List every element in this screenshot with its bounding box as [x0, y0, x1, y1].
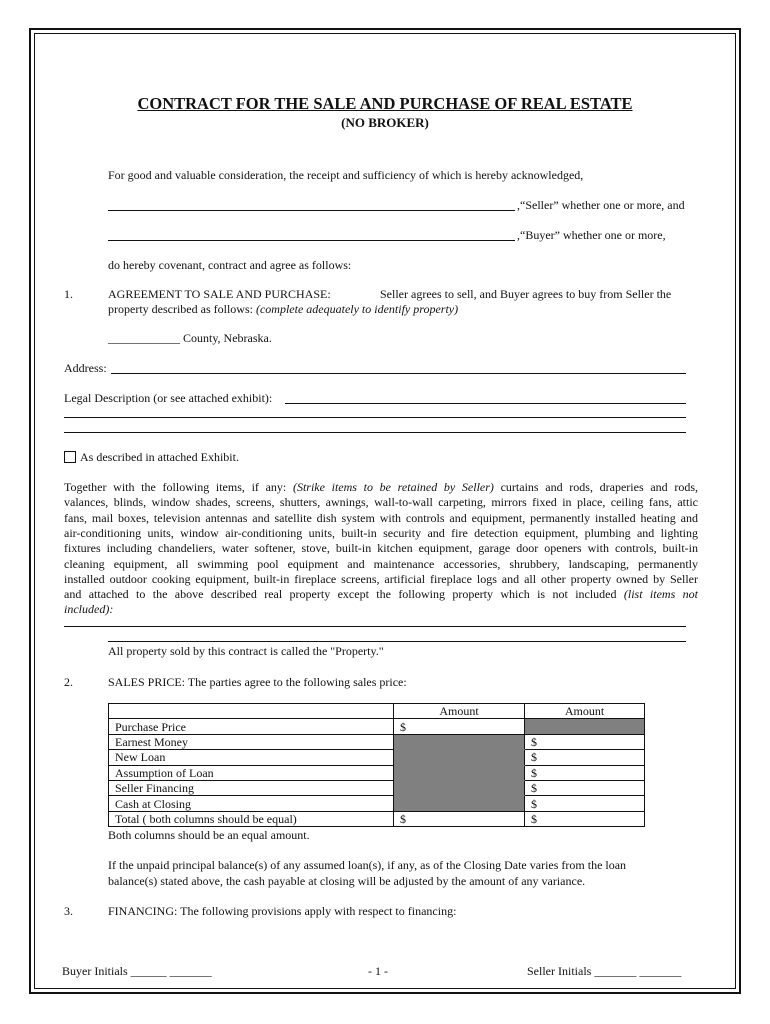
- header-cell-amount-2: Amount: [525, 704, 645, 719]
- shaded-cell: [394, 750, 525, 765]
- section1-line2-italic: (complete adequately to identify property): [255, 302, 459, 316]
- seller-initials: Seller Initials _______ _______: [527, 964, 682, 978]
- buyer-name-field[interactable]: [108, 240, 515, 241]
- table-row: [109, 750, 645, 765]
- items-line: [64, 587, 698, 602]
- property-note: All property sold by this contract is called the "Property.": [108, 644, 384, 658]
- items-italic-text: (list items not: [623, 587, 698, 602]
- table-row: [109, 780, 645, 795]
- shaded-cell: [394, 780, 525, 795]
- legal-description-line-2[interactable]: [64, 417, 686, 418]
- items-line: [64, 557, 698, 572]
- shaded-cell: [394, 734, 525, 749]
- excluded-items-line-2[interactable]: [108, 641, 686, 642]
- table-row: [109, 796, 645, 811]
- section2-number: 2.: [64, 675, 73, 689]
- items-line: [64, 495, 698, 510]
- row-label: Cash at Closing: [109, 796, 394, 811]
- section1-heading: AGREEMENT TO SALE AND PURCHASE:: [108, 287, 331, 301]
- address-field[interactable]: [111, 373, 686, 374]
- exhibit-label: As described in attached Exhibit.: [80, 450, 239, 464]
- seller-suffix: ,“Seller” whether one or more, and: [517, 198, 685, 212]
- amount-cell[interactable]: $: [525, 765, 645, 780]
- document-subtitle: (NO BROKER): [341, 115, 429, 130]
- section1-number: 1.: [64, 287, 73, 301]
- section1-line2-text: property described as follows:: [108, 302, 256, 316]
- items-last-line: [64, 602, 113, 617]
- items-text: air-conditioning units, window air-conditioning units, built-in security and fire detection equipment, plumbing and lighting: [64, 525, 698, 540]
- amount-cell[interactable]: $: [525, 780, 645, 795]
- sales-price-table: [108, 703, 645, 827]
- section1-text: Seller agrees to sell, and Buyer agrees to buy from Seller the: [380, 287, 672, 301]
- items-text: fixtures including chandeliers, water softener, stove, built-in kitchen equipment, garage door openers with controls, built-in: [64, 541, 698, 556]
- header-cell-blank: [109, 704, 394, 719]
- items-text: cleaning equipment, all swimming pool equipment and maintenance accessories, shrubbery, landscaping, permanently: [64, 556, 698, 571]
- amount-cell[interactable]: $: [525, 734, 645, 749]
- items-line: [64, 511, 698, 526]
- buyer-initials: Buyer Initials ______ _______: [62, 964, 212, 978]
- row-label: Seller Financing: [109, 780, 394, 795]
- page-number: - 1 -: [368, 964, 388, 978]
- header-cell-amount-1: Amount: [394, 704, 525, 719]
- row-label: Earnest Money: [109, 734, 394, 749]
- equal-note: Both columns should be an equal amount.: [108, 828, 310, 842]
- table-header-row: [109, 704, 645, 719]
- shaded-cell: [525, 719, 645, 734]
- amount-cell[interactable]: $: [394, 719, 525, 734]
- items-text: installed outdoor cooking equipment, built-in fireplace screens, artificial fireplace logs and all other property owned by Seller: [64, 571, 698, 586]
- items-text: valances, blinds, window shades, screens, shutters, awnings, wall-to-wall carpeting, mirrors fixed in place, ceiling fans, attic: [64, 495, 698, 510]
- items-text: Together with the following items, if any:: [64, 480, 293, 494]
- items-text: and attached to the above described real property except the following property which is not included: [64, 587, 624, 602]
- county-line: ____________ County, Nebraska.: [108, 331, 272, 345]
- section3-heading: FINANCING: The following provisions apply with respect to financing:: [108, 904, 457, 918]
- amount-cell[interactable]: $: [394, 811, 525, 826]
- items-text: curtains and rods, draperies and rods,: [493, 480, 698, 494]
- items-text: fans, mail boxes, television antennas and satellite dish system with controls and equipment, permanently installed heating and: [64, 510, 698, 525]
- items-italic-text: (Strike items to be retained by Seller): [292, 480, 494, 494]
- buyer-suffix: ,“Buyer” whether one or more,: [517, 228, 666, 242]
- legal-description-line-3[interactable]: [64, 432, 686, 433]
- variance-line-2: balance(s) stated above, the cash payable at closing will be adjusted by the amount of any variance.: [108, 874, 586, 888]
- legal-description-label: Legal Description (or see attached exhibit):: [64, 391, 273, 405]
- section1-line2: [108, 302, 458, 317]
- exhibit-checkbox[interactable]: [64, 451, 76, 463]
- intro-text: For good and valuable consideration, the receipt and sufficiency of which is hereby acknowledged,: [108, 168, 584, 182]
- amount-cell[interactable]: $: [525, 750, 645, 765]
- document-title: CONTRACT FOR THE SALE AND PURCHASE OF REAL ESTATE: [137, 94, 633, 113]
- items-italic-text: included):: [64, 602, 114, 617]
- legal-description-field[interactable]: [285, 403, 686, 404]
- items-line: [64, 572, 698, 587]
- items-line: [64, 526, 698, 541]
- shaded-cell: [394, 796, 525, 811]
- items-line: [64, 541, 698, 556]
- covenant-text: do hereby covenant, contract and agree as follows:: [108, 258, 352, 272]
- shaded-cell: [394, 765, 525, 780]
- row-label: Total ( both columns should be equal): [109, 811, 394, 826]
- amount-cell[interactable]: $: [525, 811, 645, 826]
- section2-heading: SALES PRICE: The parties agree to the following sales price:: [108, 675, 407, 689]
- row-label: Purchase Price: [109, 719, 394, 734]
- table-row: [109, 765, 645, 780]
- variance-line-1: If the unpaid principal balance(s) of any assumed loan(s), if any, as of the Closing Date varies from the loan: [108, 858, 627, 872]
- amount-cell[interactable]: $: [525, 796, 645, 811]
- items-line: [64, 480, 698, 495]
- table-row: [109, 719, 645, 734]
- table-row: [109, 811, 645, 826]
- address-label: Address:: [64, 361, 107, 375]
- excluded-items-line-1[interactable]: [64, 626, 686, 627]
- seller-name-field[interactable]: [108, 210, 515, 211]
- section3-number: 3.: [64, 904, 73, 918]
- table-row: [109, 734, 645, 749]
- row-label: New Loan: [109, 750, 394, 765]
- row-label: Assumption of Loan: [109, 765, 394, 780]
